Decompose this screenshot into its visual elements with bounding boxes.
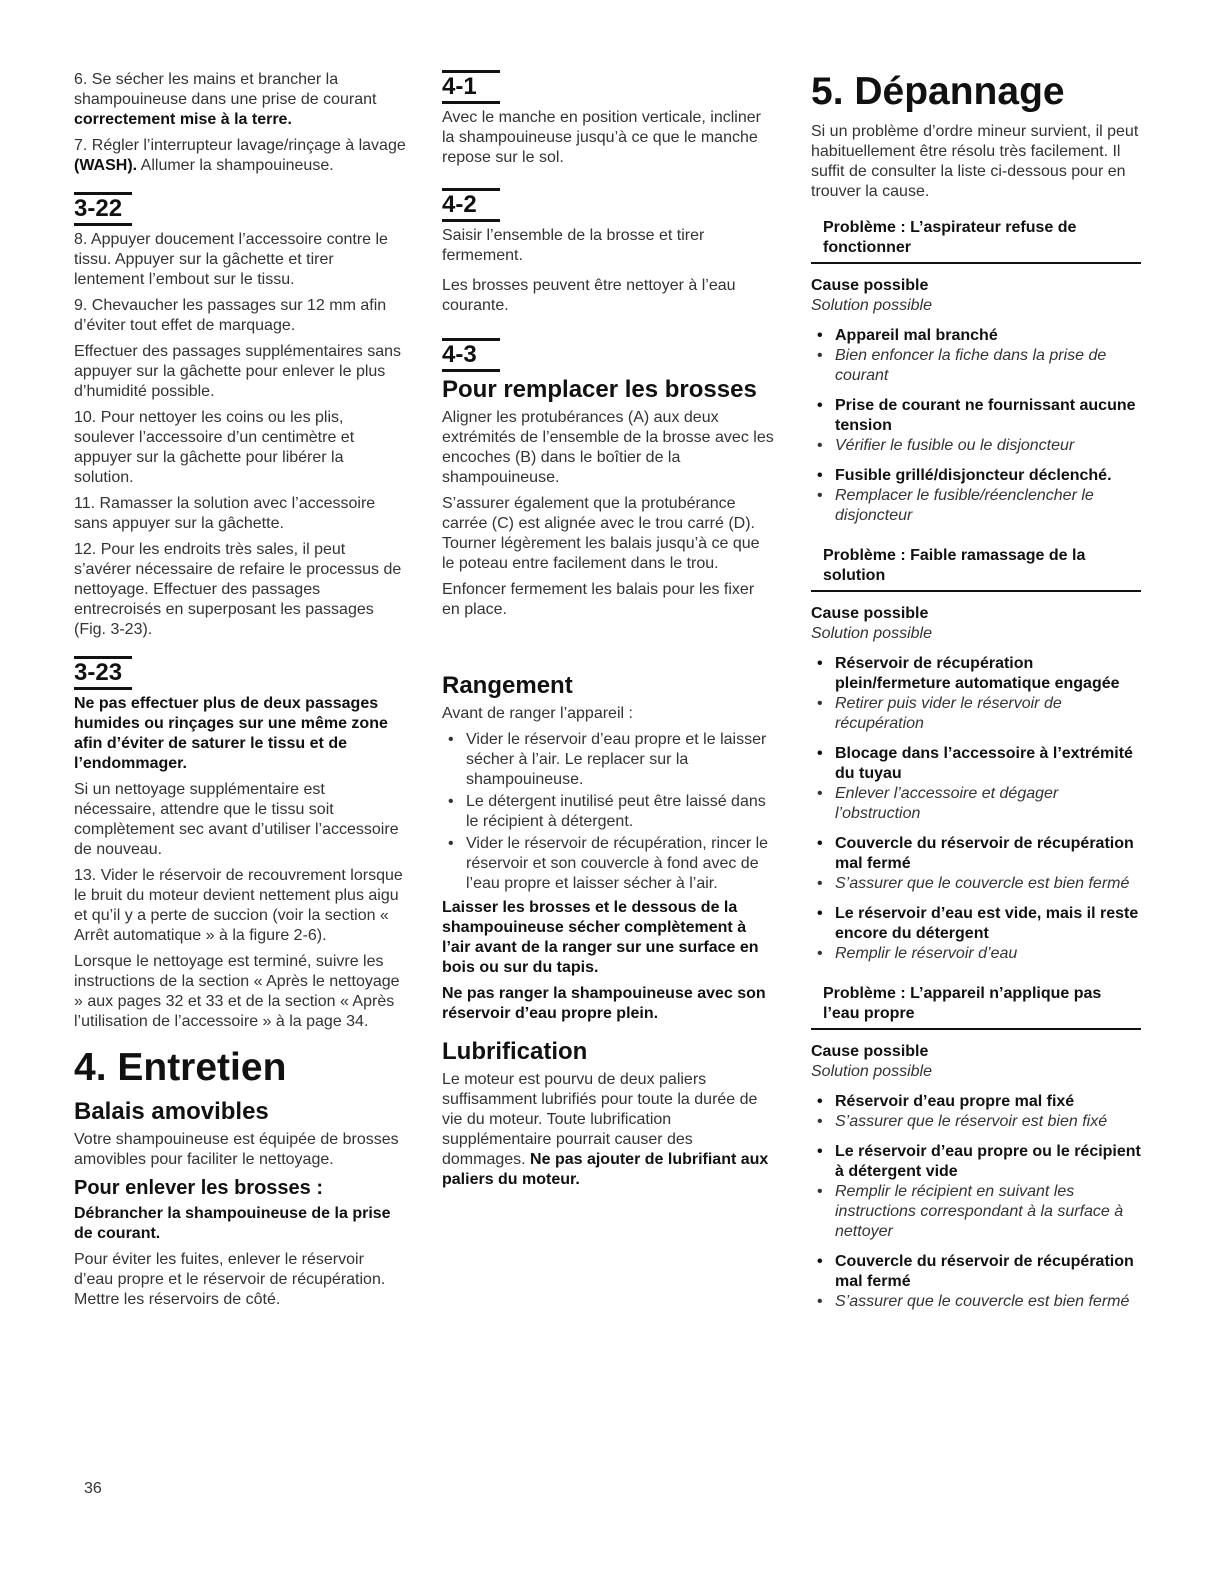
solution-label: Solution possible [811, 625, 932, 642]
leak-prevention: Pour éviter les fuites, enlever le réservoir d’eau propre et le réservoir de récupération. Mettre les réservoirs de côté. [74, 1251, 386, 1308]
cause-solution-item [811, 1252, 1141, 1312]
cause-solution-item [811, 744, 1141, 824]
cause-text: • Réservoir d’eau propre mal fixé [811, 1092, 1141, 1112]
figure-label-4-2: 4-2 [442, 188, 776, 222]
middle-column [442, 70, 776, 1196]
problem-heading: Problème : Faible ramassage de la solution [811, 546, 1141, 592]
solution-text: • S’assurer que le couvercle est bien fermé [811, 1292, 1141, 1312]
solution-text: • Remplir le réservoir d’eau [811, 944, 1141, 964]
section-title-depannage: 5. Dépannage [811, 70, 1065, 113]
heading-balais-amovibles: Balais amovibles [74, 1098, 269, 1125]
step-4-2a: Saisir l’ensemble de la brosse et tirer fermement. [442, 227, 705, 264]
saturation-warning: Ne pas effectuer plus de deux passages humides ou rinçages sur une même zone afin d’éviter de saturer le tissu et de l’endommager. [74, 695, 388, 772]
solution-text: • Retirer puis vider le réservoir de récupération [811, 694, 1141, 734]
storage-intro: Avant de ranger l’appareil : [442, 705, 633, 722]
troubleshooting-intro: Si un problème d’ordre mineur survient, il peut habituellement être résolu très facilement. Il suffit de consulter la liste ci-dessous pour en trouver la cause. [811, 123, 1139, 200]
heading-lubrification: Lubrification [442, 1038, 588, 1065]
step-4-3a: Aligner les protubérances (A) aux deux extrémités de l’ensemble de la brosse avec les encoches (B) dans le boîtier de la shampouineuse. [442, 409, 774, 486]
full-tank-warning: Ne pas ranger la shampouineuse avec son réservoir d’eau propre plein. [442, 985, 766, 1022]
cause-text: • Réservoir de récupération plein/fermeture automatique engagée [811, 654, 1141, 694]
wash-label: (WASH). [74, 157, 138, 174]
step-7: 7. Régler l’interrupteur lavage/rinçage à lavage (WASH). Allumer la shampouineuse. [74, 137, 406, 174]
cause-solution-item [811, 396, 1141, 456]
figure-label-4-1: 4-1 [442, 70, 776, 104]
figure-label-4-3: 4-3 [442, 338, 776, 372]
page-number: 36 [84, 1480, 102, 1497]
step-10: 10. Pour nettoyer les coins ou les plis, soulever l’accessoire d’un centimètre et appuyer sur la gâchette pour libérer la solution. [74, 409, 355, 486]
cause-label: Cause possible [811, 1043, 929, 1060]
solution-text: • Bien enfoncer la fiche dans la prise de courant [811, 346, 1141, 386]
cause-solution-item [811, 654, 1141, 734]
cause-text: • Fusible grillé/disjoncteur déclenché. [811, 466, 1141, 486]
problem-heading: Problème : L’aspirateur refuse de fonctionner [811, 218, 1141, 264]
solution-text: • Remplacer le fusible/réenclencher le disjoncteur [811, 486, 1141, 526]
solution-text: • Vérifier le fusible ou le disjoncteur [811, 436, 1141, 456]
after-cleaning-note: Lorsque le nettoyage est terminé, suivre les instructions de la section « Après le nettoyage » aux pages 32 et 33 et de la section « Après l’utilisation de l’accessoire » à la page 34. [74, 953, 400, 1030]
step-11: 11. Ramasser la solution avec l’accessoire sans appuyer sur la gâchette. [74, 495, 376, 532]
section-title-entretien: 4. Entretien [74, 1046, 287, 1089]
cause-solution-item [811, 834, 1141, 894]
solution-label: Solution possible [811, 1063, 932, 1080]
unplug-instruction: Débrancher la shampouineuse de la prise de courant. [74, 1205, 391, 1242]
figure-label-3-22: 3-22 [74, 192, 406, 226]
cause-text: • Prise de courant ne fournissant aucune tension [811, 396, 1141, 436]
heading-remplacer-brosses: Pour remplacer les brosses [442, 376, 757, 403]
step-4-3b: S’assurer également que la protubérance carrée (C) est alignée avec le trou carré (D). Tourner légèrement les balais jusqu’à ce que le poteau entre facilement dans le trou. [442, 495, 760, 572]
problem-heading: Problème : L’appareil n’applique pas l’eau propre [811, 984, 1141, 1030]
dry-brushes-warning: Laisser les brosses et le dessous de la shampouineuse sécher complètement à l’air avant de la ranger sur une surface en bois ou sur du tapis. [442, 899, 759, 976]
step-4-2b: Les brosses peuvent être nettoyer à l’eau courante. [442, 277, 736, 314]
heading-rangement: Rangement [442, 672, 573, 699]
cause-text: • Le réservoir d’eau est vide, mais il reste encore du détergent [811, 904, 1141, 944]
figure-label-3-23: 3-23 [74, 656, 406, 690]
step-9: 9. Chevaucher les passages sur 12 mm afin d’éviter tout effet de marquage. [74, 297, 387, 334]
cause-solution-item [811, 326, 1141, 386]
cause-label: Cause possible [811, 277, 929, 294]
list-item: • Le détergent inutilisé peut être laissé dans le récipient à détergent. [442, 792, 776, 832]
list-item: • Vider le réservoir d’eau propre et le laisser sécher à l’air. Le replacer sur la shampouineuse. [442, 730, 776, 790]
step-8: 8. Appuyer doucement l’accessoire contre le tissu. Appuyer sur la gâchette et tirer lentement l’embout sur le tissu. [74, 231, 388, 288]
lubrication-text: Le moteur est pourvu de deux paliers suffisamment lubrifiés pour toute la durée de vie du moteur. Toute lubrification supplémentaire pourrait causer des dommages. Ne pas ajouter de lubrifiant aux paliers du moteur. [442, 1071, 769, 1188]
grounded-outlet-emphasis: correctement mise à la terre. [74, 111, 292, 128]
cause-solution-item [811, 466, 1141, 526]
no-lubricant-emphasis: Ne pas ajouter de lubrifiant aux paliers du moteur. [442, 1151, 769, 1188]
cause-solution-item [811, 1092, 1141, 1132]
step-13: 13. Vider le réservoir de recouvrement lorsque le bruit du moteur devient nettement plus aigu et qu’il y a perte de succion (voir la section « Arrêt automatique » à la figure 2-6). [74, 867, 403, 944]
cause-label: Cause possible [811, 605, 929, 622]
heading-enlever-brosses: Pour enlever les brosses : [74, 1177, 324, 1199]
cause-text: • Couvercle du réservoir de récupération mal fermé [811, 1252, 1141, 1292]
cause-text: • Le réservoir d’eau propre ou le récipient à détergent vide [811, 1142, 1141, 1182]
step-4-3c: Enfoncer fermement les balais pour les fixer en place. [442, 581, 755, 618]
list-item: • Vider le réservoir de récupération, rincer le réservoir et son couvercle à fond avec de l’eau propre et laisser sécher à l’air. [442, 834, 776, 894]
balais-intro: Votre shampouineuse est équipée de brosses amovibles pour faciliter le nettoyage. [74, 1131, 399, 1168]
cause-solution-item [811, 1142, 1141, 1242]
extra-cleaning-note: Si un nettoyage supplémentaire est nécessaire, attendre que le tissu soit complètement sec avant d’utiliser l’accessoire de nouveau. [74, 781, 399, 858]
storage-list [442, 730, 776, 894]
solution-text: • S’assurer que le couvercle est bien fermé [811, 874, 1141, 894]
step-9-extra: Effectuer des passages supplémentaires sans appuyer sur la gâchette pour enlever le plus d’humidité possible. [74, 343, 402, 400]
solution-text: • S’assurer que le réservoir est bien fixé [811, 1112, 1141, 1132]
step-6: 6. Se sécher les mains et brancher la shampouineuse dans une prise de courant correctement mise à la terre. [74, 71, 377, 128]
left-column [74, 70, 406, 1316]
step-12: 12. Pour les endroits très sales, il peut s’avérer nécessaire de refaire le processus de nettoyage. Effectuer des passages entrecroisés en superposant les passages (Fig. 3-23). [74, 541, 402, 638]
cause-text: • Blocage dans l’accessoire à l’extrémité du tuyau [811, 744, 1141, 784]
step-4-1: Avec le manche en position verticale, incliner la shampouineuse jusqu’à ce que le manche repose sur le sol. [442, 109, 761, 166]
cause-text: • Appareil mal branché [811, 326, 1141, 346]
solution-text: • Enlever l’accessoire et dégager l’obstruction [811, 784, 1141, 824]
solution-text: • Remplir le récipient en suivant les instructions correspondant à la surface à nettoyer [811, 1182, 1141, 1242]
solution-label: Solution possible [811, 297, 932, 314]
right-column [811, 70, 1141, 1322]
cause-solution-item [811, 904, 1141, 964]
cause-text: • Couvercle du réservoir de récupération mal fermé [811, 834, 1141, 874]
